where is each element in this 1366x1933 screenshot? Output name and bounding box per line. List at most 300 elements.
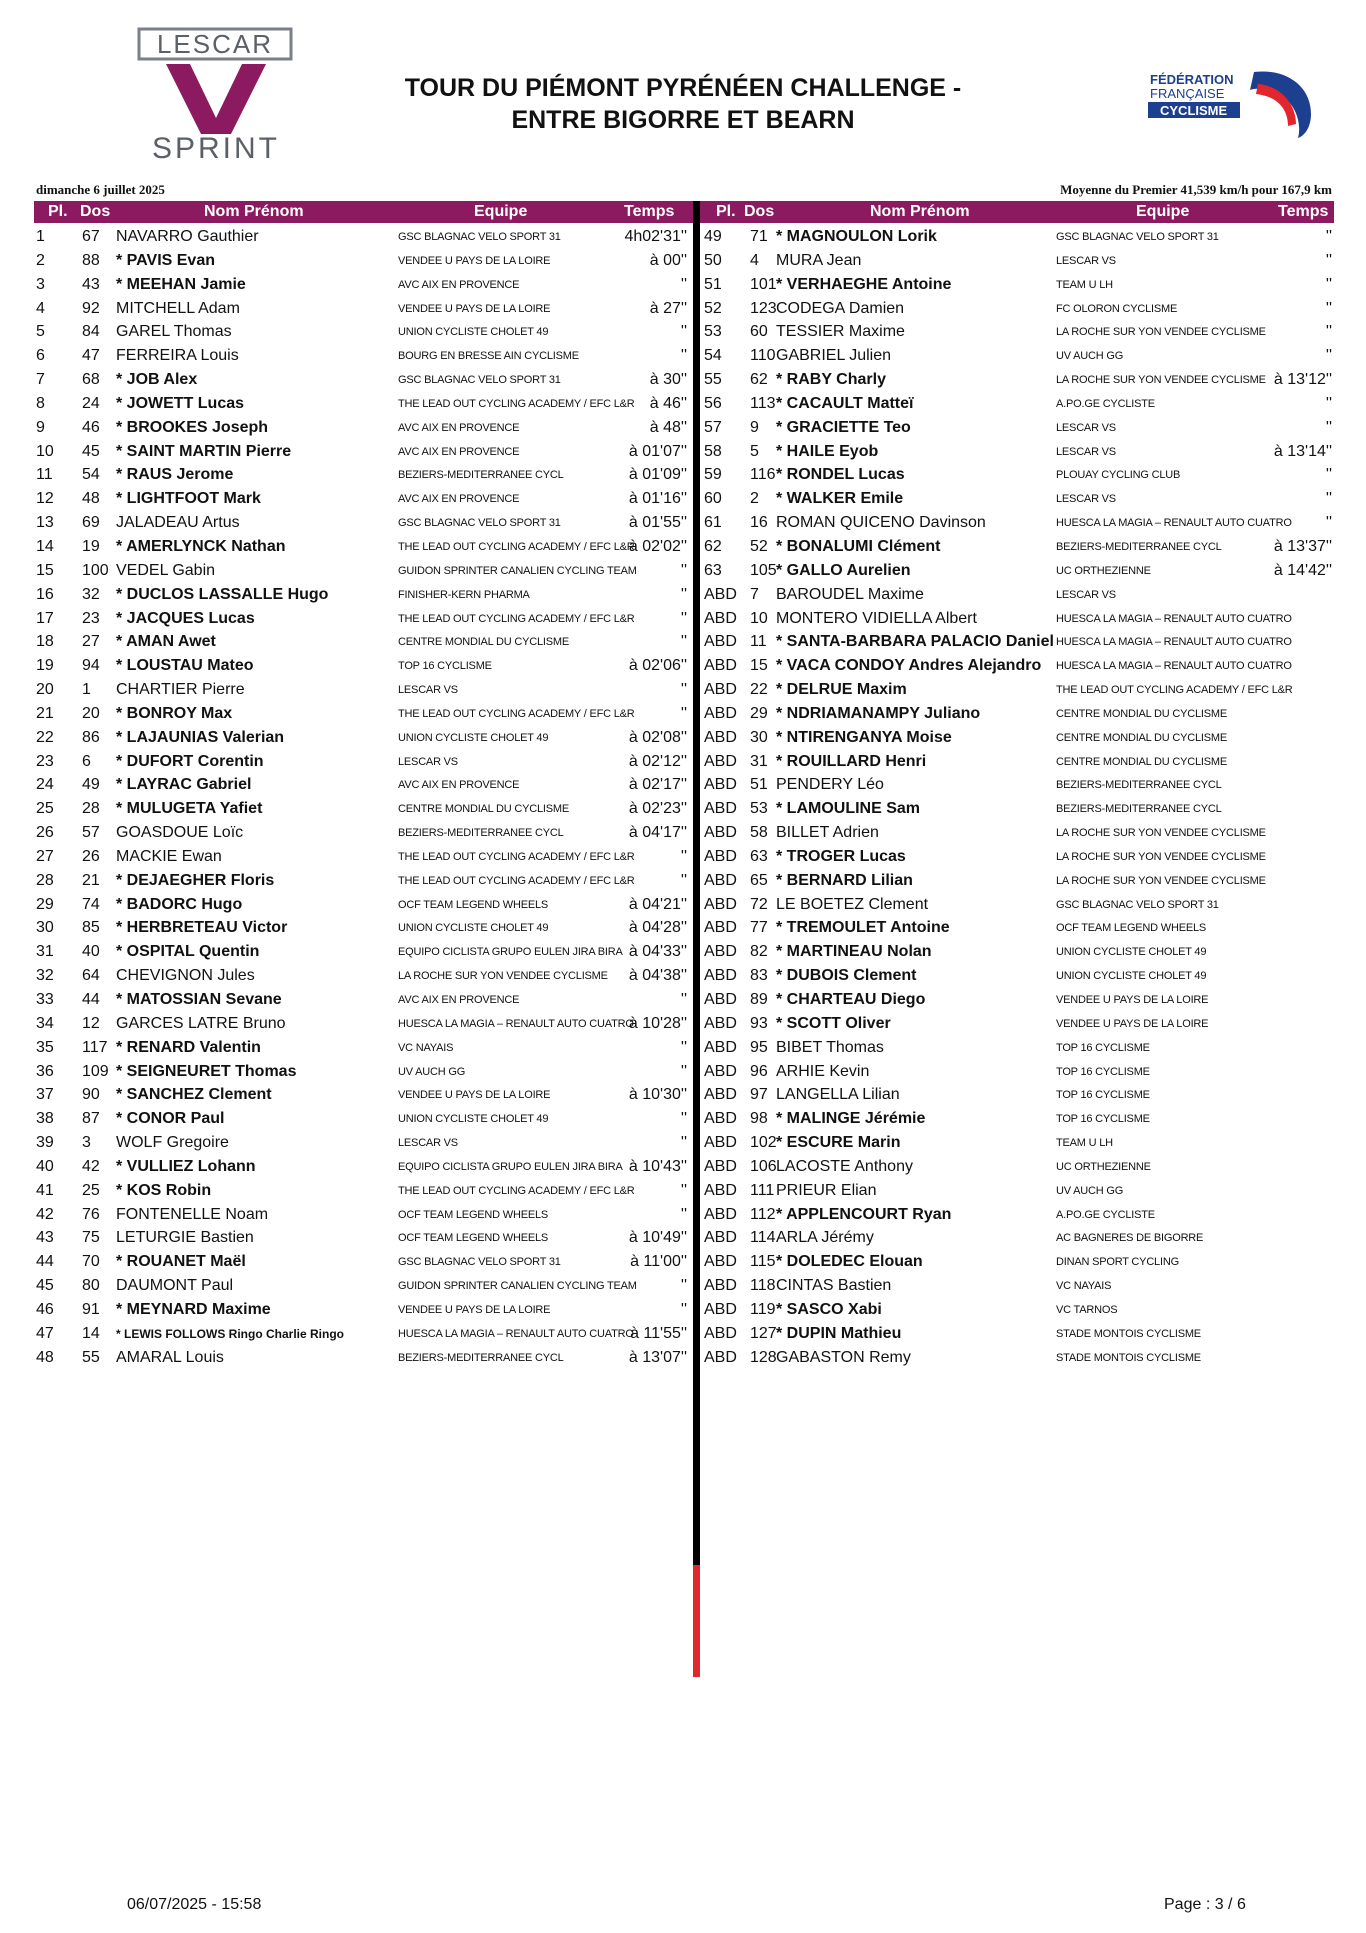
table-row xyxy=(36,773,687,797)
rider-name: LANGELLA Lilian xyxy=(776,1086,900,1104)
rider-team: THE LEAD OUT CYCLING ACADEMY / EFC L&R xyxy=(398,612,635,625)
rider-place: ABD xyxy=(704,657,737,675)
rider-team: VC NAYAIS xyxy=(1056,1280,1112,1293)
table-row xyxy=(704,654,1332,678)
rider-name: * LAJAUNIAS Valerian xyxy=(116,728,285,746)
rider-time: '' xyxy=(680,1181,687,1199)
rider-place: 51 xyxy=(704,275,722,293)
rider-bib: 5 xyxy=(750,442,759,460)
rider-team: UNION CYCLISTE CHOLET 49 xyxy=(398,1113,549,1126)
rider-bib: 16 xyxy=(750,514,768,532)
rider-place: 43 xyxy=(36,1229,54,1247)
rider-bib: 49 xyxy=(82,776,100,794)
table-row xyxy=(704,940,1332,964)
rider-team: UV AUCH GG xyxy=(1056,1184,1124,1197)
table-row xyxy=(36,1155,687,1179)
rider-place: 50 xyxy=(704,251,722,269)
table-row xyxy=(704,463,1332,487)
rider-bib: 84 xyxy=(82,323,100,341)
rider-place: 29 xyxy=(36,895,54,913)
rider-name: * RENARD Valentin xyxy=(116,1038,261,1056)
rider-place: 45 xyxy=(36,1277,54,1295)
rider-place: ABD xyxy=(704,1300,737,1318)
rider-place: 36 xyxy=(36,1062,54,1080)
rider-bib: 77 xyxy=(750,919,768,937)
table-row xyxy=(36,1226,687,1250)
ffc-logo xyxy=(1146,66,1316,142)
rider-team: TEAM U LH xyxy=(1056,1137,1113,1150)
rider-team: TOP 16 CYCLISME xyxy=(1056,1089,1150,1102)
rider-bib: 97 xyxy=(750,1086,768,1104)
rider-bib: 30 xyxy=(750,728,768,746)
rider-name: LETURGIE Bastien xyxy=(116,1229,254,1247)
rider-name: * LAYRAC Gabriel xyxy=(116,776,252,794)
rider-place: 25 xyxy=(36,800,54,818)
rider-bib: 24 xyxy=(82,394,100,412)
table-row xyxy=(36,225,687,249)
rider-place: 31 xyxy=(36,943,54,961)
results-left xyxy=(36,225,687,1370)
rider-time: '' xyxy=(1325,228,1332,245)
rider-bib: 101 xyxy=(750,275,777,293)
rider-team: CENTRE MONDIAL DU CYCLISME xyxy=(1056,731,1228,744)
rider-team: VENDEE U PAYS DE LA LOIRE xyxy=(398,254,551,267)
table-row xyxy=(36,440,687,464)
table-row xyxy=(704,1155,1332,1179)
rider-bib: 89 xyxy=(750,991,768,1008)
rider-name: * TROGER Lucas xyxy=(776,847,906,865)
rider-time: à 10'30'' xyxy=(628,1086,687,1104)
table-row xyxy=(704,1226,1332,1250)
rider-time: '' xyxy=(1325,418,1332,436)
table-row xyxy=(704,1203,1332,1227)
table-row xyxy=(704,1083,1332,1107)
rider-place: ABD xyxy=(704,1205,737,1223)
rider-time: à 02'17'' xyxy=(628,776,687,794)
rider-name: * TREMOULET Antoine xyxy=(776,919,950,937)
table-row xyxy=(704,1250,1332,1274)
rider-bib: 74 xyxy=(82,895,100,913)
rider-bib: 54 xyxy=(82,466,100,484)
col-name: Nom Prénom xyxy=(870,203,970,220)
rider-bib: 86 xyxy=(82,728,100,746)
rider-name: * VULLIEZ Lohann xyxy=(116,1157,256,1175)
rider-team: BEZIERS-MEDITERRANEE CYCL xyxy=(398,827,564,840)
rider-place: ABD xyxy=(704,847,737,865)
rider-place: 60 xyxy=(704,490,722,508)
rider-name: * DUPIN Mathieu xyxy=(776,1324,902,1342)
rider-team: LA ROCHE SUR YON VENDEE CYCLISME xyxy=(1056,326,1266,339)
rider-place: ABD xyxy=(704,943,737,961)
rider-bib: 51 xyxy=(750,776,768,794)
rider-place: 23 xyxy=(36,752,54,770)
rider-team: OCF TEAM LEGEND WHEELS xyxy=(398,1208,549,1221)
rider-place: 13 xyxy=(36,514,54,532)
rider-place: ABD xyxy=(704,1110,737,1128)
rider-name: * DEJAEGHER Floris xyxy=(116,871,275,889)
rider-name: * BONALUMI Clément xyxy=(776,537,941,555)
col-dos: Dos xyxy=(80,203,111,220)
table-row xyxy=(36,1083,687,1107)
rider-name: * AMERLYNCK Nathan xyxy=(116,537,286,555)
table-row xyxy=(36,988,687,1012)
rider-name: CHARTIER Pierre xyxy=(116,681,245,699)
table-row xyxy=(36,583,687,607)
rider-team: THE LEAD OUT CYCLING ACADEMY / EFC L&R xyxy=(398,874,635,887)
rider-team: UNION CYCLISTE CHOLET 49 xyxy=(398,326,549,339)
rider-name: * NDRIAMANAMPY Juliano xyxy=(776,704,981,722)
table-row xyxy=(704,964,1332,988)
rider-bib: 112 xyxy=(750,1205,776,1223)
rider-team: UNION CYCLISTE CHOLET 49 xyxy=(398,922,549,935)
table-row xyxy=(704,750,1332,774)
table-row xyxy=(36,702,687,726)
rider-bib: 115 xyxy=(750,1253,776,1271)
rider-bib: 67 xyxy=(82,228,100,245)
rider-time: '' xyxy=(1325,490,1332,508)
rider-place: 59 xyxy=(704,466,722,484)
title-line-2: ENTRE BIGORRE ET BEARN xyxy=(511,106,855,134)
rider-bib: 60 xyxy=(750,323,768,341)
rider-name: LACOSTE Anthony xyxy=(776,1157,913,1175)
rider-team: UV AUCH GG xyxy=(398,1065,466,1078)
rider-place: 63 xyxy=(704,561,722,579)
rider-team: VC TARNOS xyxy=(1056,1303,1118,1316)
table-row xyxy=(704,583,1332,607)
rider-bib: 1 xyxy=(82,681,91,699)
rider-bib: 105 xyxy=(750,561,777,579)
table-row xyxy=(36,940,687,964)
rider-time: à 04'33'' xyxy=(628,943,687,961)
rider-time: '' xyxy=(680,1110,687,1128)
rider-bib: 12 xyxy=(82,1014,100,1032)
col-pl: Pl. xyxy=(716,203,736,220)
rider-name: * MEEHAN Jamie xyxy=(116,275,246,293)
rider-name: FERREIRA Louis xyxy=(116,347,239,365)
rider-place: ABD xyxy=(704,919,737,937)
rider-place: ABD xyxy=(704,1062,737,1080)
rider-bib: 114 xyxy=(750,1229,776,1247)
rider-team: CENTRE MONDIAL DU CYCLISME xyxy=(1056,755,1228,768)
rider-bib: 106 xyxy=(750,1157,777,1175)
rider-team: UV AUCH GG xyxy=(1056,350,1124,363)
rider-place: ABD xyxy=(704,1229,737,1247)
rider-team: BEZIERS-MEDITERRANEE CYCL xyxy=(398,469,564,482)
rider-time: '' xyxy=(680,871,687,889)
rider-name: * WALKER Emile xyxy=(776,490,904,508)
table-row xyxy=(36,678,687,702)
rider-place: 35 xyxy=(36,1038,54,1056)
rider-team: VENDEE U PAYS DE LA LOIRE xyxy=(1056,994,1209,1006)
rider-time: à 02'06'' xyxy=(628,657,687,675)
rider-time: à 30'' xyxy=(649,371,687,389)
rider-bib: 117 xyxy=(82,1038,108,1056)
rider-time: à 13'12'' xyxy=(1273,371,1332,389)
rider-time: à 48'' xyxy=(649,418,687,436)
rider-name: * OSPITAL Quentin xyxy=(116,943,260,961)
rider-team: VENDEE U PAYS DE LA LOIRE xyxy=(398,302,551,315)
rider-time: '' xyxy=(1325,323,1332,341)
rider-place: 19 xyxy=(36,657,54,675)
rider-name: * VERHAEGHE Antoine xyxy=(776,275,952,293)
rider-team: HUESCA LA MAGIA – RENAULT AUTO CUATRO xyxy=(398,1327,634,1340)
rider-time: à 01'07'' xyxy=(628,442,687,460)
table-row xyxy=(704,368,1332,392)
rider-bib: 80 xyxy=(82,1277,100,1295)
rider-name: * DELRUE Maxim xyxy=(776,681,907,699)
race-date: dimanche 6 juillet 2025 xyxy=(36,182,165,197)
rider-name: VEDEL Gabin xyxy=(116,561,216,579)
rider-bib: 19 xyxy=(82,537,100,555)
rider-bib: 22 xyxy=(750,681,768,699)
rider-team: UNION CYCLISTE CHOLET 49 xyxy=(1056,970,1207,983)
rider-bib: 113 xyxy=(750,394,776,412)
rider-place: ABD xyxy=(704,800,737,818)
footer-timestamp: 06/07/2025 - 15:58 xyxy=(127,1896,262,1913)
rider-name: MACKIE Ewan xyxy=(116,847,222,865)
rider-time: '' xyxy=(1325,251,1332,269)
table-row xyxy=(36,1250,687,1274)
rider-team: LESCAR VS xyxy=(1056,254,1116,267)
rider-name: MITCHELL Adam xyxy=(116,299,240,317)
rider-name: * NTIRENGANYA Moise xyxy=(776,728,952,746)
rider-time: à 11'55'' xyxy=(630,1324,687,1342)
rider-place: 61 xyxy=(704,514,722,532)
rider-name: WOLF Gregoire xyxy=(116,1134,229,1152)
rider-team: LESCAR VS xyxy=(1056,588,1116,601)
table-row xyxy=(704,1322,1332,1346)
rider-team: TOP 16 CYCLISME xyxy=(1056,1065,1150,1078)
rider-team: CENTRE MONDIAL DU CYCLISME xyxy=(398,636,570,649)
rider-time: à 10'43'' xyxy=(628,1157,687,1175)
rider-team: LESCAR VS xyxy=(1056,493,1116,506)
rider-bib: 65 xyxy=(750,871,768,889)
rider-time: '' xyxy=(680,561,687,579)
rider-bib: 55 xyxy=(82,1348,100,1366)
rider-time: à 01'09'' xyxy=(628,466,687,484)
rider-bib: 100 xyxy=(82,561,109,579)
rider-time: à 27'' xyxy=(649,299,687,317)
rider-team: TOP 16 CYCLISME xyxy=(1056,1113,1150,1126)
table-row xyxy=(36,1274,687,1298)
table-row xyxy=(704,559,1332,583)
rider-place: 57 xyxy=(704,418,722,436)
rider-name: NAVARRO Gauthier xyxy=(116,228,259,245)
rider-place: ABD xyxy=(704,991,737,1008)
rider-bib: 40 xyxy=(82,943,100,961)
rider-bib: 94 xyxy=(82,657,100,675)
rider-bib: 21 xyxy=(82,871,100,889)
col-team: Equipe xyxy=(1136,203,1190,220)
rider-name: * CONOR Paul xyxy=(116,1110,225,1128)
rider-place: ABD xyxy=(704,967,737,985)
rider-name: FONTENELLE Noam xyxy=(116,1205,269,1223)
rider-name: * GALLO Aurelien xyxy=(776,561,911,579)
table-row xyxy=(36,344,687,368)
svg-text:FRANÇAISE: FRANÇAISE xyxy=(1150,86,1225,101)
rider-time: '' xyxy=(680,704,687,722)
rider-bib: 96 xyxy=(750,1062,768,1080)
rider-place: 58 xyxy=(704,442,722,460)
rider-place: 53 xyxy=(704,323,722,341)
rider-team: DINAN SPORT CYCLING xyxy=(1056,1256,1179,1269)
average-speed: Moyenne du Premier 41,539 km/h pour 167,9 km xyxy=(1060,182,1332,197)
rider-time: '' xyxy=(680,275,687,293)
rider-time: à 13'14'' xyxy=(1273,442,1332,460)
table-row xyxy=(704,773,1332,797)
table-row xyxy=(36,1107,687,1131)
rider-bib: 2 xyxy=(750,490,759,508)
rider-bib: 45 xyxy=(82,442,100,460)
col-name: Nom Prénom xyxy=(204,203,304,220)
rider-place: 44 xyxy=(36,1253,54,1271)
rider-time: à 02'23'' xyxy=(628,800,687,818)
rider-team: CENTRE MONDIAL DU CYCLISME xyxy=(1056,707,1228,720)
rider-team: STADE MONTOIS CYCLISME xyxy=(1056,1327,1201,1340)
rider-team: LESCAR VS xyxy=(1056,421,1116,434)
col-time: Temps xyxy=(624,203,675,220)
rider-team: TOP 16 CYCLISME xyxy=(1056,1041,1150,1054)
rider-name: * MULUGETA Yafiet xyxy=(116,800,263,818)
table-row xyxy=(704,1131,1332,1155)
rider-name: * MATOSSIAN Sevane xyxy=(116,991,282,1008)
rider-bib: 27 xyxy=(82,633,100,651)
rider-team: LESCAR VS xyxy=(398,755,458,768)
table-row xyxy=(704,1107,1332,1131)
table-row xyxy=(704,726,1332,750)
rider-team: LESCAR VS xyxy=(1056,445,1116,458)
rider-team: AVC AIX EN PROVENCE xyxy=(398,421,520,434)
rider-place: 22 xyxy=(36,728,54,746)
rider-bib: 75 xyxy=(82,1229,100,1247)
table-row xyxy=(36,273,687,297)
rider-team: AC BAGNERES DE BIGORRE xyxy=(1056,1232,1204,1245)
table-row xyxy=(36,320,687,344)
rider-bib: 6 xyxy=(82,752,91,770)
rider-name: * BERNARD Lilian xyxy=(776,871,913,889)
rider-place: ABD xyxy=(704,633,737,651)
rider-time: '' xyxy=(680,633,687,651)
rider-place: ABD xyxy=(704,1348,737,1366)
rider-time: à 04'38'' xyxy=(628,967,687,985)
rider-name: * SAINT MARTIN Pierre xyxy=(116,442,292,460)
rider-place: 34 xyxy=(36,1014,54,1032)
svg-text:LESCAR: LESCAR xyxy=(156,29,274,59)
rider-team: TOP 16 CYCLISME xyxy=(398,660,492,673)
table-row xyxy=(36,559,687,583)
footer-page-number: Page : 3 / 6 xyxy=(1164,1896,1246,1913)
rider-place: ABD xyxy=(704,1277,737,1295)
rider-team: FINISHER-KERN PHARMA xyxy=(398,588,530,601)
rider-name: * MEYNARD Maxime xyxy=(116,1300,271,1318)
col-dos: Dos xyxy=(744,203,775,220)
rider-name: GAREL Thomas xyxy=(116,323,232,341)
rider-name: * SEIGNEURET Thomas xyxy=(116,1062,297,1080)
rider-time: 4h02'31'' xyxy=(624,228,687,245)
rider-time: '' xyxy=(680,1038,687,1056)
rider-team: LA ROCHE SUR YON VENDEE CYCLISME xyxy=(1056,850,1266,863)
rider-name: * HERBRETEAU Victor xyxy=(116,919,288,937)
rider-bib: 118 xyxy=(750,1277,776,1295)
lescar-sprint-logo xyxy=(136,26,296,162)
rider-team: GSC BLAGNAC VELO SPORT 31 xyxy=(398,231,561,243)
rider-place: 54 xyxy=(704,347,722,365)
rider-time: '' xyxy=(1325,347,1332,365)
table-row xyxy=(704,821,1332,845)
rider-bib: 4 xyxy=(750,251,759,269)
rider-name: * JACQUES Lucas xyxy=(116,609,255,627)
rider-place: ABD xyxy=(704,871,737,889)
table-row xyxy=(704,487,1332,511)
rider-bib: 53 xyxy=(750,800,768,818)
rider-time: à 10'49'' xyxy=(628,1229,687,1247)
rider-team: GSC BLAGNAC VELO SPORT 31 xyxy=(398,374,561,387)
rider-time: à 14'42'' xyxy=(1273,561,1332,579)
rider-place: 5 xyxy=(36,323,45,341)
rider-name: ARLA Jérémy xyxy=(776,1229,874,1247)
rider-bib: 71 xyxy=(750,228,768,245)
svg-text:SPRINT: SPRINT xyxy=(151,132,281,162)
rider-team: HUESCA LA MAGIA – RENAULT AUTO CUATRO xyxy=(1056,612,1292,625)
rider-bib: 47 xyxy=(82,347,100,365)
rider-name: * DOLEDEC Elouan xyxy=(776,1253,923,1271)
table-row xyxy=(704,916,1332,940)
rider-name: PRIEUR Elian xyxy=(776,1181,877,1199)
rider-place: ABD xyxy=(704,1014,737,1032)
rider-bib: 29 xyxy=(750,704,768,722)
rider-team: BEZIERS-MEDITERRANEE CYCL xyxy=(1056,803,1222,816)
rider-bib: 15 xyxy=(750,657,768,675)
rider-name: GABRIEL Julien xyxy=(776,347,892,365)
table-row xyxy=(704,869,1332,893)
rider-name: DAUMONT Paul xyxy=(116,1277,234,1295)
rider-name: * BADORC Hugo xyxy=(116,895,243,913)
rider-name: BAROUDEL Maxime xyxy=(776,585,924,603)
rider-bib: 91 xyxy=(82,1300,100,1318)
rider-team: UC ORTHEZIENNE xyxy=(1056,1160,1151,1173)
rider-bib: 128 xyxy=(750,1348,777,1366)
rider-place: ABD xyxy=(704,704,737,722)
table-row xyxy=(36,1131,687,1155)
rider-place: 21 xyxy=(36,704,54,722)
rider-bib: 25 xyxy=(82,1181,100,1199)
rider-team: AVC AIX EN PROVENCE xyxy=(398,493,520,506)
rider-bib: 58 xyxy=(750,824,768,842)
rider-name: GOASDOUE Loïc xyxy=(116,824,244,842)
rider-place: ABD xyxy=(704,1038,737,1056)
table-row xyxy=(36,535,687,559)
rider-bib: 85 xyxy=(82,919,100,937)
table-row xyxy=(704,702,1332,726)
rider-team: FC OLORON CYCLISME xyxy=(1056,302,1178,315)
rider-team: UNION CYCLISTE CHOLET 49 xyxy=(398,731,549,744)
table-row xyxy=(704,416,1332,440)
rider-place: 2 xyxy=(36,251,45,269)
rider-name: * BROOKES Joseph xyxy=(116,418,269,436)
rider-place: 39 xyxy=(36,1134,54,1152)
rider-bib: 57 xyxy=(82,824,100,842)
rider-name: * LIGHTFOOT Mark xyxy=(116,490,261,508)
rider-time: à 00'' xyxy=(649,251,687,269)
rider-team: LESCAR VS xyxy=(398,1137,458,1150)
rider-bib: 69 xyxy=(82,514,100,532)
rider-name: * RONDEL Lucas xyxy=(776,466,905,484)
rider-place: 48 xyxy=(36,1348,54,1366)
title-line-1: TOUR DU PIÉMONT PYRÉNÉEN CHALLENGE - xyxy=(404,74,962,102)
table-row xyxy=(704,797,1332,821)
rider-name: * VACA CONDOY Andres Alejandro xyxy=(776,657,1042,675)
rider-place: ABD xyxy=(704,1324,737,1342)
